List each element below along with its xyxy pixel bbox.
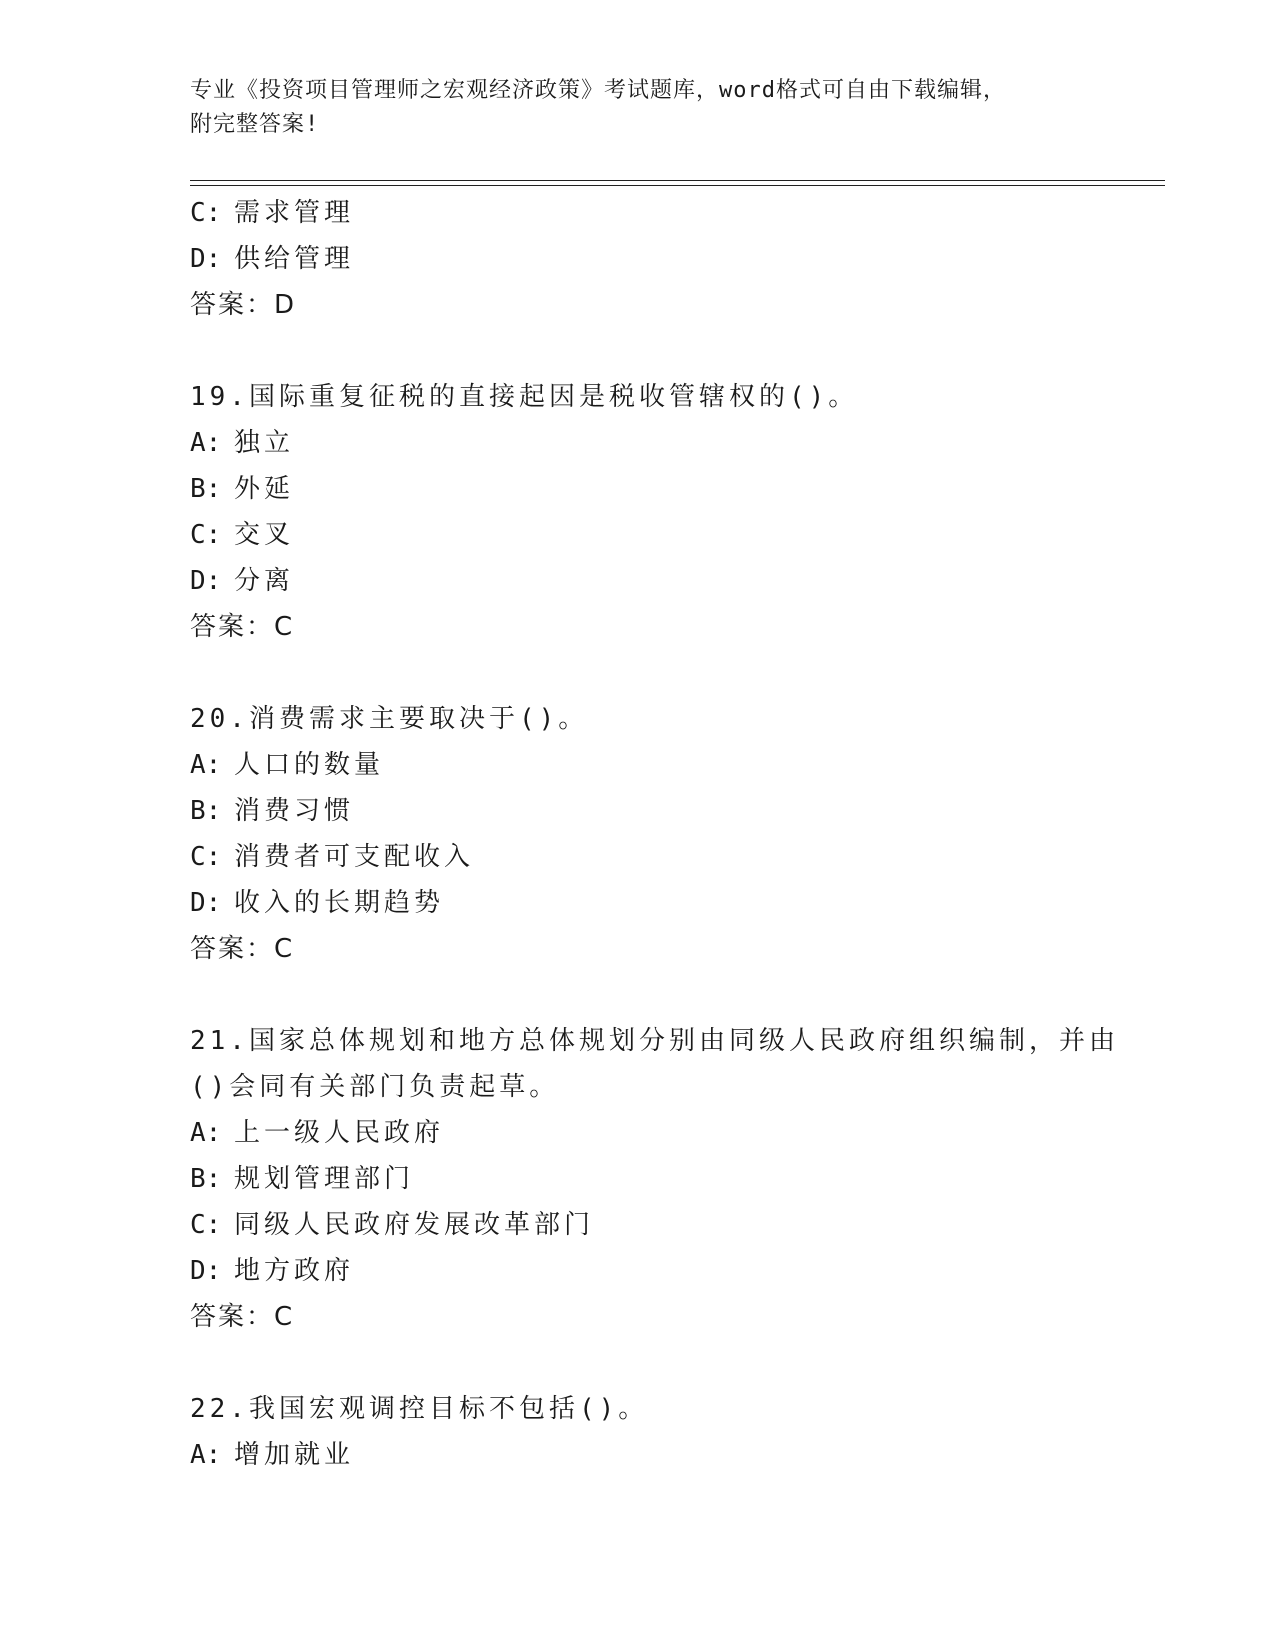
option-text: 分离 <box>234 566 295 596</box>
option-line <box>190 512 1190 558</box>
answer-line: 答案：C <box>190 1302 295 1332</box>
spacer <box>190 972 1190 1018</box>
option-key: D: <box>190 244 222 274</box>
option-text: 地方政府 <box>234 1256 355 1286</box>
option-text: 规划管理部门 <box>234 1164 415 1194</box>
document-header <box>190 74 1090 142</box>
option-text: 同级人民政府发展改革部门 <box>234 1210 595 1240</box>
answer-line: 答案：D <box>190 290 297 320</box>
option-line <box>190 190 1190 236</box>
option-line <box>190 1248 1190 1294</box>
option-key: B: <box>190 474 222 504</box>
option-text: 人口的数量 <box>234 750 385 780</box>
option-line <box>190 834 1190 880</box>
option-text: 交叉 <box>234 520 295 550</box>
option-text: 需求管理 <box>234 198 355 228</box>
option-text: 增加就业 <box>234 1440 355 1470</box>
header-line-1: 专业《投资项目管理师之宏观经济政策》考试题库，word格式可自由下载编辑， <box>190 78 1006 103</box>
spacer <box>190 1340 1190 1386</box>
option-line <box>190 558 1190 604</box>
option-text: 外延 <box>234 474 295 504</box>
question-stem: 22.我国宏观调控目标不包括()。 <box>190 1394 649 1424</box>
option-line <box>190 420 1190 466</box>
option-line <box>190 1110 1190 1156</box>
question-stem: 21.国家总体规划和地方总体规划分别由同级人民政府组织编制，并由 <box>190 1026 1119 1056</box>
option-key: D: <box>190 566 222 596</box>
option-line <box>190 1156 1190 1202</box>
option-key: D: <box>190 1256 222 1286</box>
option-key: D: <box>190 888 222 918</box>
option-line <box>190 236 1190 282</box>
spacer <box>190 650 1190 696</box>
header-divider-top <box>190 180 1165 181</box>
option-key: A: <box>190 1118 222 1148</box>
header-divider-bottom <box>190 185 1165 186</box>
option-key: A: <box>190 428 222 458</box>
option-line <box>190 788 1190 834</box>
option-key: A: <box>190 1440 222 1470</box>
option-line <box>190 742 1190 788</box>
question-stem-continued: ()会同有关部门负责起草。 <box>190 1072 560 1102</box>
option-key: B: <box>190 796 222 826</box>
option-text: 消费者可支配收入 <box>234 842 475 872</box>
option-key: A: <box>190 750 222 780</box>
question-stem: 19.国际重复征税的直接起因是税收管辖权的()。 <box>190 382 859 412</box>
option-line <box>190 1432 1190 1478</box>
option-key: B: <box>190 1164 222 1194</box>
option-text: 上一级人民政府 <box>234 1118 445 1148</box>
option-key: C: <box>190 842 222 872</box>
option-line <box>190 1202 1190 1248</box>
answer-line: 答案：C <box>190 612 295 642</box>
option-key: C: <box>190 198 222 228</box>
question-list <box>190 190 1190 1478</box>
option-line <box>190 466 1190 512</box>
option-key: C: <box>190 520 222 550</box>
answer-line: 答案：C <box>190 934 295 964</box>
option-line <box>190 880 1190 926</box>
option-key: C: <box>190 1210 222 1240</box>
header-line-2: 附完整答案! <box>190 112 320 137</box>
option-text: 消费习惯 <box>234 796 355 826</box>
option-text: 独立 <box>234 428 295 458</box>
option-text: 收入的长期趋势 <box>234 888 445 918</box>
spacer <box>190 328 1190 374</box>
option-text: 供给管理 <box>234 244 355 274</box>
question-stem: 20.消费需求主要取决于()。 <box>190 704 589 734</box>
